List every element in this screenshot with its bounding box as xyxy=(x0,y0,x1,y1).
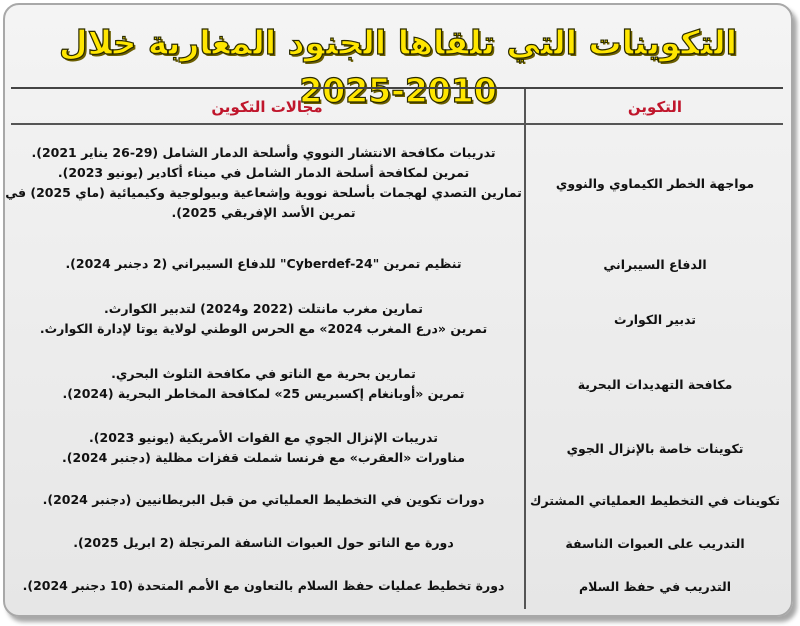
field-line: تدريبات مكافحة الانتشار النووي وأسلحة الدمار الشامل (29-26 يناير 2021). xyxy=(31,145,496,160)
header-divider xyxy=(11,123,783,125)
fields-cell xyxy=(11,239,516,289)
field-line: تمارين التصدي لهجمات بأسلحة نووية وإشعاعية وبيولوجية وكيميائية (ماي 2025) في xyxy=(5,185,522,200)
training-cell: تكوينات في التخطيط العملياتي المشترك xyxy=(530,492,780,508)
table-row xyxy=(11,565,783,607)
table-row xyxy=(11,289,783,349)
training-table xyxy=(5,87,783,609)
field-line: تمرين «درع المغرب 2024» مع الحرس الوطني لولاية يوتا لإدارة الكوارث. xyxy=(39,321,488,336)
training-cell: التدريب على العبوات الناسفة xyxy=(565,535,745,551)
fields-cell xyxy=(11,479,516,521)
training-cell: التدريب في حفظ السلام xyxy=(578,578,732,594)
page-title: التكوينات التي تلقاها الجنود المغاربة خلال 2010-2025 xyxy=(58,23,738,110)
fields-cell xyxy=(11,417,516,479)
fields-cell xyxy=(11,521,516,565)
field-line: تمارين بحرية مع الناتو في مكافحة التلوث البحري. xyxy=(111,366,416,381)
field-line: تمرين «أوبانغام إكسبريس 25» لمكافحة المخاطر البحرية (2024). xyxy=(62,386,465,401)
table-row xyxy=(11,417,783,479)
fields-cell xyxy=(5,127,522,239)
training-cell: مكافحة التهديدات البحرية xyxy=(577,376,733,392)
fields-cell xyxy=(11,351,516,417)
field-line: دورة مع الناتو حول العبوات الناسفة المرتجلة (2 ابريل 2025). xyxy=(73,535,454,550)
field-line: تمرين الأسد الإفريقي 2025). xyxy=(171,205,356,220)
training-cell: تدبير الكوارث xyxy=(614,311,696,327)
field-line: دورة تخطيط عمليات حفظ السلام بالتعاون مع الأمم المتحدة (10 دجنبر 2024). xyxy=(22,578,505,593)
table-row xyxy=(5,127,783,239)
training-cell: الدفاع السيبراني xyxy=(603,256,707,272)
table-row xyxy=(11,239,783,289)
header-fields: مجالات التكوين xyxy=(211,98,323,116)
fields-cell xyxy=(11,289,516,349)
field-line: مناورات «العقرب» مع فرنسا شملت قفزات مظلية (دجنبر 2024). xyxy=(62,450,465,465)
infographic-card xyxy=(3,3,793,617)
field-line: دورات تكوين في التخطيط العملياتي من قبل البريطانيين (دجنبر 2024). xyxy=(42,492,485,507)
field-line: تدريبات الإنزال الجوي مع القوات الأمريكية (يونيو 2023). xyxy=(89,430,438,445)
training-cell: تكوينات خاصة بالإنزال الجوي xyxy=(566,440,744,456)
fields-cell xyxy=(11,565,516,607)
table-row xyxy=(11,521,783,565)
field-line: تنظيم تمرين "Cyberdef-24" للدفاع السيبراني (2 دجنبر 2024). xyxy=(65,256,462,271)
field-line: تمرين لمكافحة أسلحة الدمار الشامل في ميناء أكادير (يونيو 2023). xyxy=(57,165,470,180)
table-row xyxy=(11,351,783,417)
header-training: التكوين xyxy=(627,98,683,116)
training-cell: مواجهة الخطر الكيماوي والنووي xyxy=(555,175,755,191)
table-row xyxy=(11,479,783,521)
field-line: تمارين مغرب مانتلت (2022 و2024) لتدبير الكوارث. xyxy=(104,301,423,316)
